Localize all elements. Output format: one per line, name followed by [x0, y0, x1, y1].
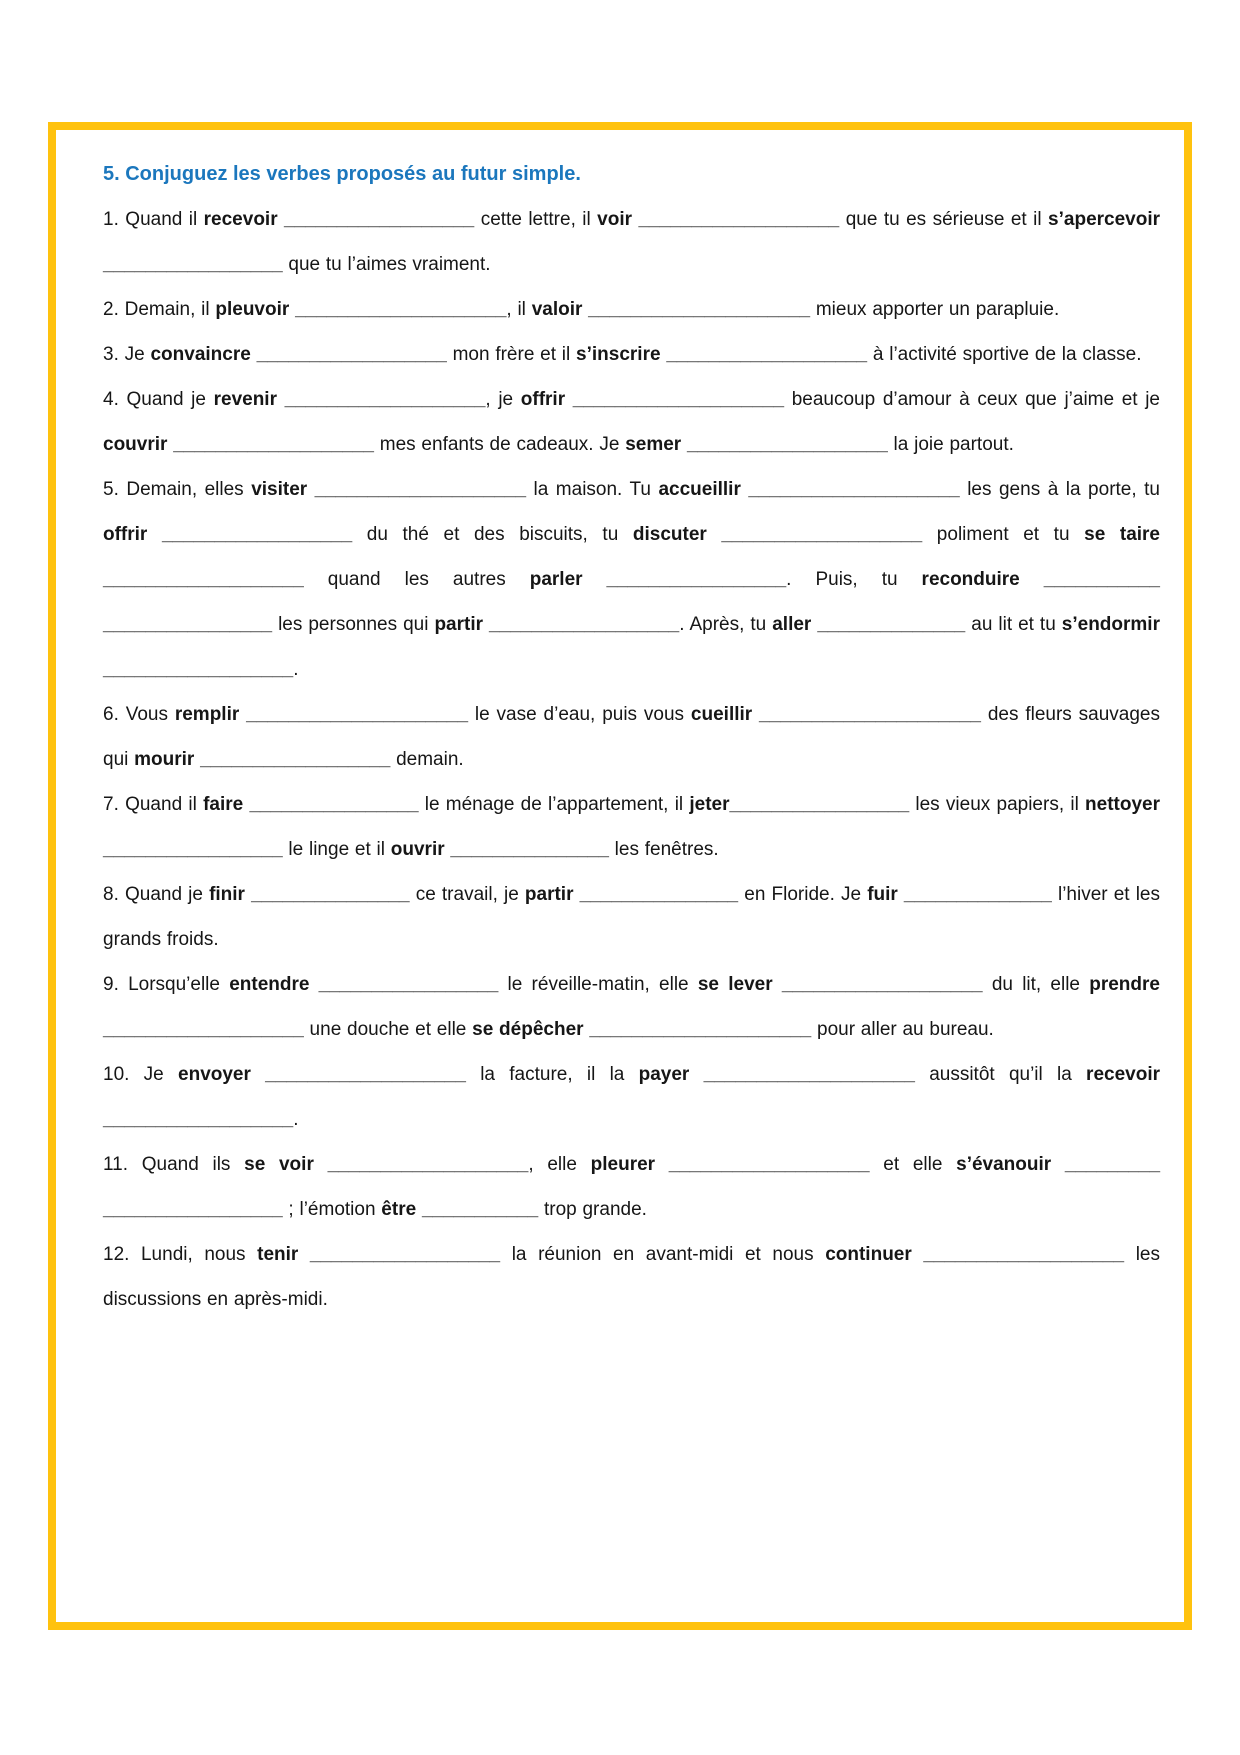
verb-hint: se dépêcher [472, 1019, 590, 1040]
answer-blank: _________________ [606, 569, 787, 590]
exercise-item-9 [103, 962, 1160, 1052]
text-run: la joie partout. [887, 434, 1014, 455]
exercise-item-4 [103, 377, 1160, 467]
verb-hint: s’évanouir [956, 1154, 1065, 1175]
text-run: la facture, il la [465, 1064, 639, 1085]
verb-hint: accueillir [658, 479, 749, 500]
answer-blank: ___________ [421, 1199, 539, 1220]
text-run: du thé et des biscuits, tu [352, 524, 633, 545]
verb-hint: recevoir [1086, 1064, 1160, 1085]
verb-hint: aller [772, 614, 818, 635]
text-run: le réveille-matin, elle [498, 974, 698, 995]
text-run: 7. Quand il [103, 794, 204, 815]
exercise-item-1 [103, 197, 1160, 287]
exercise-item-3 [103, 332, 1160, 377]
exercise-item-10 [103, 1052, 1160, 1142]
verb-hint: recevoir [203, 209, 285, 230]
verb-hint: jeter [689, 794, 730, 815]
answer-blank: ______________ [817, 614, 966, 635]
text-run: beaucoup d’amour à ceux que j’aime et je [784, 389, 1160, 410]
verb-hint: se lever [697, 974, 782, 995]
worksheet-title: 5. Conjuguez les verbes proposés au futur simple. [103, 163, 581, 185]
answer-blank: ___________________ [668, 1154, 870, 1175]
answer-blank: ______________ [903, 884, 1052, 905]
verb-hint: payer [638, 1064, 704, 1085]
text-run: en Floride. Je [738, 884, 868, 905]
verb-hint: pleurer [590, 1154, 669, 1175]
verb-hint: voir [597, 209, 639, 230]
text-run: des fleurs sauvages qui [103, 704, 1160, 770]
text-run: , je [485, 389, 521, 410]
text-run: 5. Demain, elles [103, 479, 252, 500]
answer-blank: ____________________ [572, 389, 785, 410]
answer-blank: _____________________ [246, 704, 469, 725]
answer-blank: ___________________ [923, 1244, 1125, 1265]
answer-blank: _____________________ [588, 299, 811, 320]
answer-blank: ____________________ [295, 299, 507, 320]
verb-hint: envoyer [178, 1064, 266, 1085]
text-run: 3. Je [103, 344, 151, 365]
text-run: . Puis, tu [786, 569, 922, 590]
verb-hint: semer [625, 434, 687, 455]
answer-blank: __________________ [284, 209, 475, 230]
text-run: les discussions en après-midi. [103, 1244, 1160, 1310]
exercise-item-6 [103, 692, 1160, 782]
answer-blank: _________________ [318, 974, 499, 995]
text-run: l’hiver et les grands froids. [103, 884, 1160, 950]
verb-hint: ouvrir [390, 839, 451, 860]
answer-blank: _______________ [450, 839, 609, 860]
text-run: ; l’émotion [282, 1199, 382, 1220]
verb-hint: pleuvoir [215, 299, 296, 320]
text-run: 8. Quand je [103, 884, 210, 905]
verb-hint: offrir [520, 389, 573, 410]
answer-blank: _______________ [579, 884, 739, 905]
verb-hint: prendre [1089, 974, 1160, 995]
text-run: la réunion en avant-midi et nous [500, 1244, 826, 1265]
answer-blank: _______________ [251, 884, 410, 905]
verb-hint: cueillir [690, 704, 760, 725]
verb-hint: s’inscrire [576, 344, 667, 365]
answer-blank: ____________________ [703, 1064, 915, 1085]
answer-blank: _____________________ [589, 1019, 812, 1040]
answer-blank: _____________________ [759, 704, 981, 725]
answer-blank: ___________________ [638, 209, 840, 230]
text-run: quand les autres [303, 569, 530, 590]
text-run: les vieux papiers, il [909, 794, 1086, 815]
text-run: la maison. Tu [526, 479, 659, 500]
answer-blank: __________________ [103, 1109, 294, 1130]
answer-blank: ___________________ [721, 524, 923, 545]
verb-hint: discuter [632, 524, 722, 545]
verb-hint: reconduire [921, 569, 1044, 590]
verb-hint: être [381, 1199, 422, 1220]
verb-hint: parler [529, 569, 607, 590]
answer-blank: __________________ [489, 614, 680, 635]
answer-blank: ___________________ [327, 1154, 529, 1175]
answer-blank: ___________________ [103, 569, 304, 590]
text-run: ce travail, je [409, 884, 525, 905]
answer-blank: ___________________ [666, 344, 868, 365]
text-run: trop grande. [538, 1199, 647, 1220]
text-run: le vase d’eau, puis vous [468, 704, 691, 725]
text-run: le ménage de l’appartement, il [418, 794, 690, 815]
text-run: . [293, 659, 299, 680]
answer-blank: _________________ [103, 254, 283, 275]
exercise-item-12 [103, 1232, 1160, 1322]
text-run: 6. Vous [103, 704, 175, 725]
exercise-item-7 [103, 782, 1160, 872]
answer-blank: ___________________ [265, 1064, 466, 1085]
text-run: . [293, 1109, 299, 1130]
answer-blank: ____________________ [748, 479, 960, 500]
verb-hint: se voir [244, 1154, 328, 1175]
text-run: les gens à la porte, tu [959, 479, 1160, 500]
text-run: 2. Demain, il [103, 299, 216, 320]
text-run: à l’activité sportive de la classe. [867, 344, 1142, 365]
text-run: les personnes qui [272, 614, 435, 635]
verb-hint: se taire [1084, 524, 1160, 545]
answer-blank: ___________​________________ [103, 569, 1160, 635]
text-run: au lit et tu [965, 614, 1062, 635]
verb-hint: partir [434, 614, 490, 635]
verb-hint: finir [209, 884, 252, 905]
verb-hint: remplir [174, 704, 247, 725]
exercise-list [103, 197, 1160, 1322]
answer-blank: ____________________ [314, 479, 527, 500]
text-run: pour aller au bureau. [811, 1019, 994, 1040]
text-run: poliment et tu [922, 524, 1085, 545]
worksheet-content [103, 152, 1160, 1322]
verb-hint: tenir [257, 1244, 310, 1265]
text-run: cette lettre, il [474, 209, 598, 230]
text-run: du lit, elle [982, 974, 1090, 995]
answer-blank: ___________________ [781, 974, 983, 995]
exercise-item-11 [103, 1142, 1160, 1232]
text-run: 10. Je [103, 1064, 179, 1085]
text-run: 12. Lundi, nous [103, 1244, 258, 1265]
text-run: et elle [869, 1154, 957, 1175]
verb-hint: convaincre [150, 344, 257, 365]
worksheet-page-border [48, 122, 1192, 1630]
exercise-item-5 [103, 467, 1160, 692]
text-run: 9. Lorsqu’elle [103, 974, 230, 995]
verb-hint: s’endormir [1061, 614, 1160, 635]
exercise-item-2 [103, 287, 1160, 332]
verb-hint: couvrir [103, 434, 174, 455]
answer-blank: ___________________ [686, 434, 888, 455]
text-run: , elle [528, 1154, 591, 1175]
text-run: 11. Quand ils [103, 1154, 245, 1175]
answer-blank: ___________________ [103, 1019, 304, 1040]
answer-blank: ___________________ [284, 389, 486, 410]
verb-hint: fuir [867, 884, 904, 905]
verb-hint: entendre [229, 974, 319, 995]
verb-hint: revenir [213, 389, 285, 410]
verb-hint: partir [524, 884, 580, 905]
answer-blank: __________________ [161, 524, 353, 545]
answer-blank: _________​_________________ [103, 1154, 1161, 1220]
text-run: 1. Quand il [103, 209, 204, 230]
text-run: , il [506, 299, 532, 320]
verb-hint: valoir [531, 299, 589, 320]
text-run: que tu es sérieuse et il [839, 209, 1049, 230]
answer-blank: _________________ [729, 794, 910, 815]
exercise-item-8 [103, 872, 1160, 962]
verb-hint: s’apercevoir [1048, 209, 1161, 230]
text-run: une douche et elle [303, 1019, 473, 1040]
text-run: demain. [390, 749, 464, 770]
answer-blank: __________________ [200, 749, 391, 770]
text-run: aussitôt qu’il la [914, 1064, 1087, 1085]
text-run: mes enfants de cadeaux. Je [373, 434, 626, 455]
verb-hint: offrir [103, 524, 162, 545]
text-run: mon frère et il [446, 344, 577, 365]
answer-blank: ___________________ [173, 434, 374, 455]
answer-blank: __________________ [309, 1244, 501, 1265]
answer-blank: _________________ [103, 839, 283, 860]
verb-hint: visiter [251, 479, 315, 500]
text-run: . Après, tu [679, 614, 773, 635]
verb-hint: mourir [134, 749, 201, 770]
verb-hint: continuer [825, 1244, 924, 1265]
text-run: que tu l’aimes vraiment. [282, 254, 491, 275]
text-run: 4. Quand je [103, 389, 214, 410]
answer-blank: __________________ [103, 659, 294, 680]
text-run: le linge et il [282, 839, 391, 860]
text-run: mieux apporter un parapluie. [810, 299, 1060, 320]
verb-hint: nettoyer [1085, 794, 1160, 815]
answer-blank: __________________ [256, 344, 447, 365]
verb-hint: faire [203, 794, 250, 815]
answer-blank: ________________ [249, 794, 419, 815]
text-run: les fenêtres. [608, 839, 719, 860]
